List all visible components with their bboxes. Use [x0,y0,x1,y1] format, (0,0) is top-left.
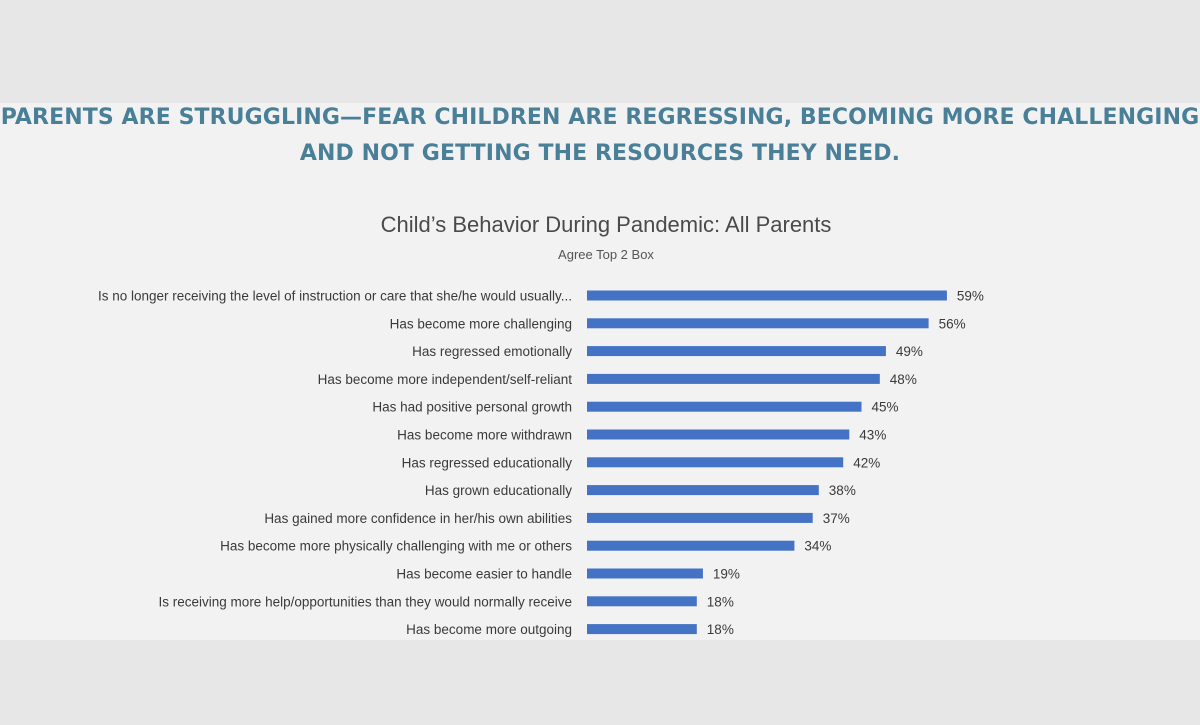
bar [587,402,862,412]
bar [587,457,843,467]
category-label: Has become more outgoing [406,622,572,638]
bar [587,624,697,634]
headline-line-1: PARENTS ARE STRUGGLING—FEAR CHILDREN ARE REGRESSING, BECOMING MORE CHALLENGING [0,105,1200,130]
headline-line-2: AND NOT GETTING THE RESOURCES THEY NEED. [299,141,901,166]
data-label: 45% [871,399,899,415]
category-label: Has grown educationally [424,483,572,499]
data-label: 38% [828,483,856,499]
data-label: 49% [895,344,923,360]
category-label: Has become more physically challenging with me or others [220,538,572,554]
bar [587,346,886,356]
data-label: 18% [706,622,734,638]
category-label: Is receiving more help/opportunities than they would normally receive [158,594,572,610]
category-label: Has become more independent/self-reliant [317,371,572,387]
category-label: Has regressed emotionally [412,344,572,360]
category-label: Has become more withdrawn [397,427,572,443]
bar [587,291,947,301]
data-label: 56% [938,316,966,332]
category-label: Has regressed educationally [401,455,572,471]
category-label: Has become more challenging [389,316,572,332]
category-label: Is no longer receiving the level of instruction or care that she/he would usually... [97,288,572,304]
bar [587,569,703,579]
bar [587,513,813,523]
bar [587,318,929,328]
data-label: 43% [859,427,887,443]
data-label: 37% [822,510,850,526]
category-label: Has gained more confidence in her/his own abilities [264,510,572,526]
bar [587,596,697,606]
data-label: 18% [706,594,734,610]
category-label: Has become easier to handle [396,566,572,582]
data-label: 19% [712,566,740,582]
bar [587,541,794,551]
data-label: 48% [889,371,917,387]
bar [587,430,849,440]
chart-subtitle: Agree Top 2 Box [558,247,654,262]
bar [587,374,880,384]
bar [587,485,819,495]
data-label: 34% [804,538,832,554]
category-label: Has had positive personal growth [372,399,572,415]
chart-title: Child’s Behavior During Pandemic: All Parents [380,212,832,237]
data-label: 59% [956,288,984,304]
data-label: 42% [853,455,881,471]
